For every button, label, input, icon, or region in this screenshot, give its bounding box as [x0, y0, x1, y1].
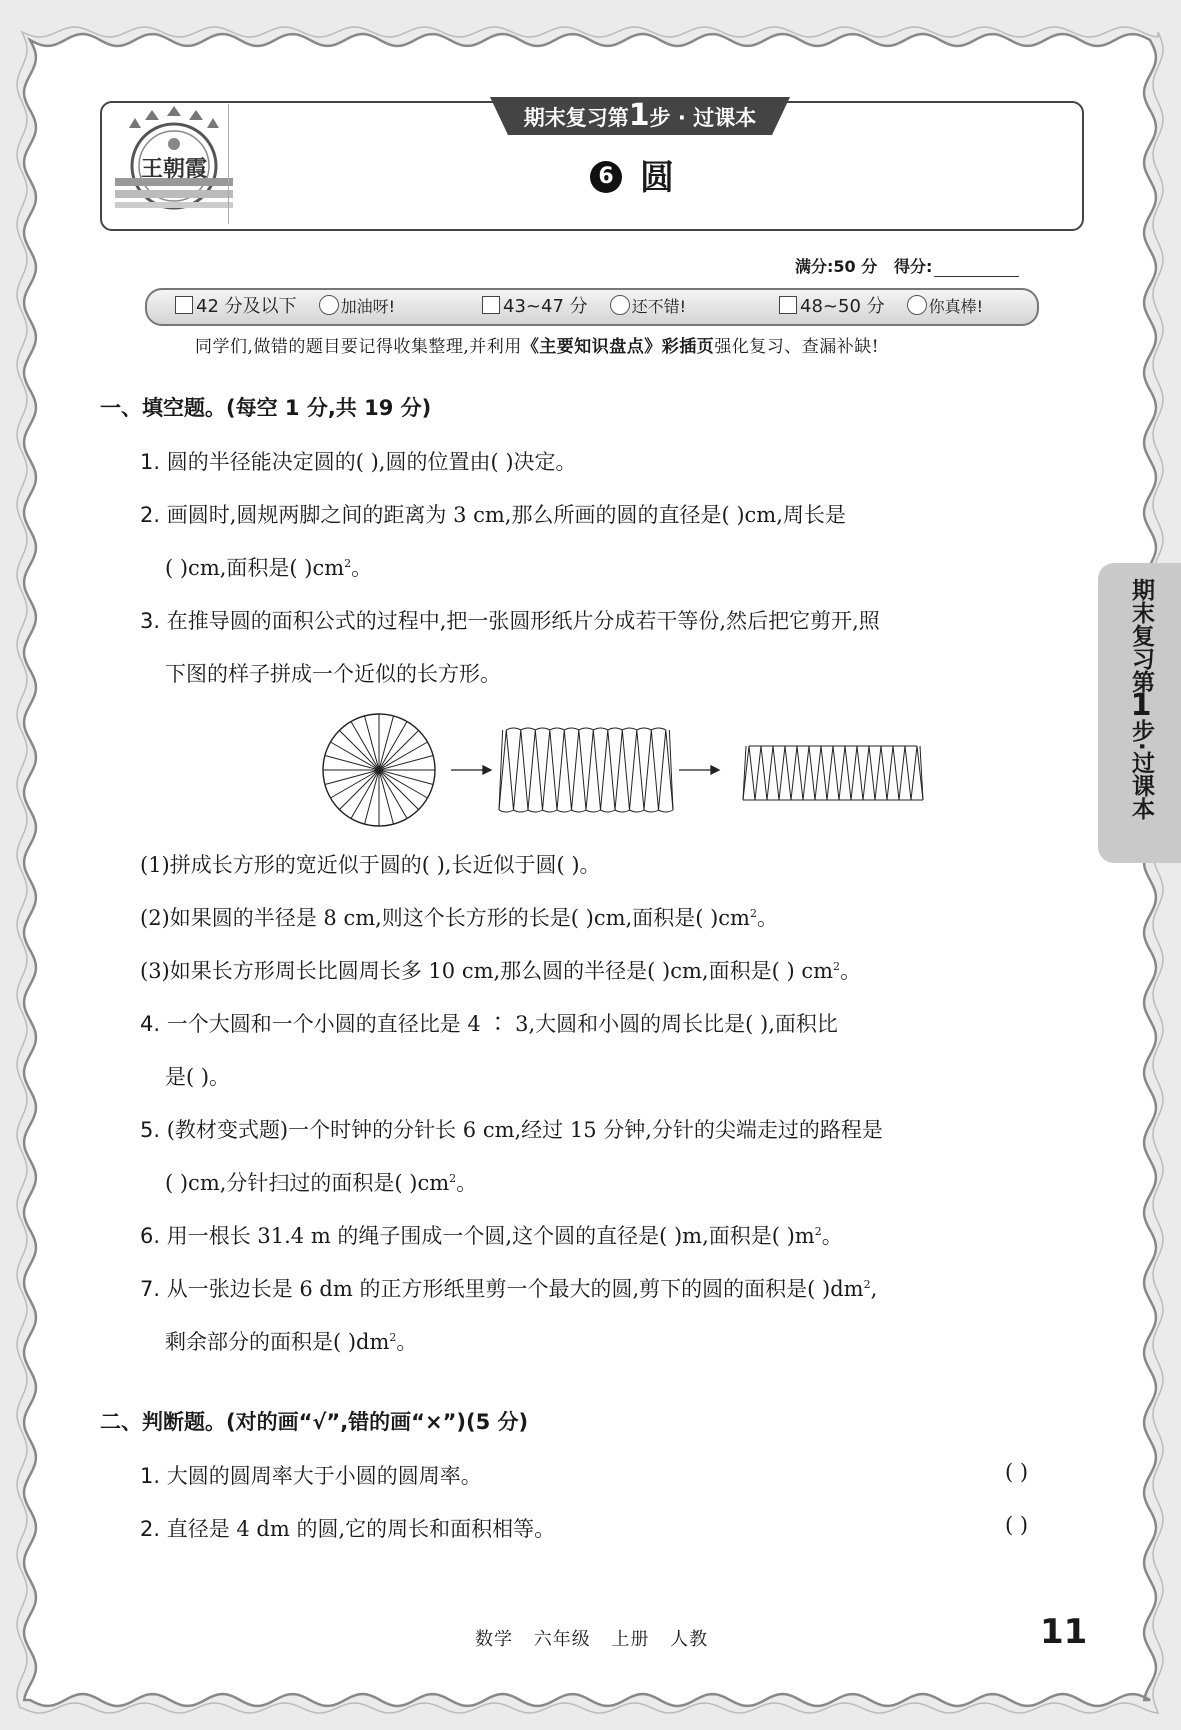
question-1-1: 1. 圆的半径能决定圆的( ),圆的位置由( )决定。 [140, 450, 577, 474]
section2-title: 二、判断题。(对的画“√”,错的画“×”)(5 分) [100, 1410, 529, 1434]
answer-paren-2-2[interactable]: ( ) [1005, 1513, 1029, 1537]
question-1-7-line1: 7. 从一张边长是 6 dm 的正方形纸里剪一个最大的圆,剪下的圆的面积是( )$dm^2$, [140, 1277, 878, 1301]
question-1-4-line2: 是( )。 [165, 1065, 231, 1089]
level-low-range: 42 分及以下 [196, 296, 297, 317]
smiley-face-icon [907, 295, 927, 315]
full-score: 满分:50 分 [795, 257, 878, 276]
question-1-2-line1: 2. 画圆时,圆规两脚之间的距离为 3 cm,那么所画的圆的直径是( )cm,周长是 [140, 503, 846, 527]
page-number: 11 [1040, 1612, 1088, 1652]
bottom-edge [499, 810, 673, 812]
level-high-range: 48~50 分 [800, 296, 885, 317]
notice-after: 强化复习、查漏补缺! [714, 337, 880, 357]
smiley-face-icon [319, 295, 339, 315]
side-tab-step: 1 [1130, 688, 1152, 723]
score-blank-field[interactable] [934, 260, 1019, 277]
circle-radius-line [379, 716, 394, 770]
section1-title: 一、填空题。(每空 1 分,共 19 分) [100, 396, 432, 420]
circle-radius-line [365, 770, 380, 824]
logo-divider [228, 104, 229, 224]
footer-book-info: 数学 六年级 上册 人教 [475, 1629, 709, 1650]
question-text: 用一根长 31.4 m 的绳子围成一个圆,这个圆的直径是( )m,面积是( )m [166, 1224, 815, 1248]
question-1-4-line1: 4. 一个大圆和一个小圆的直径比是 4 ∶ 3,大圆和小圆的周长比是( ),面积比 [140, 1012, 838, 1036]
arrow-icon [451, 766, 719, 774]
level-low-checkbox[interactable] [175, 296, 193, 314]
circle-to-rectangle-figure [315, 708, 925, 828]
circle-radius-line [325, 756, 379, 771]
circle-radius-line [325, 770, 379, 785]
question-1-5-line2: ( )cm,分针扫过的面积是( )$cm^2$。 [165, 1171, 478, 1195]
question-text: (3)如果长方形周长比圆周长多 10 cm,那么圆的半径是( )cm,面积是( ) cm [140, 959, 833, 983]
divided-circle [323, 714, 435, 826]
question-text: ( )cm,分针扫过的面积是( )cm [165, 1171, 450, 1195]
question-1-3-sub3: (3)如果长方形周长比圆周长多 10 cm,那么圆的半径是( )cm,面积是( ) $cm^2$。 [140, 959, 861, 983]
logo-brand: 王朝霞 [140, 156, 207, 182]
question-1-3-line1: 3. 在推导圆的面积公式的过程中,把一张圆形纸片分成若干等份,然后把它剪开,照 [140, 609, 880, 633]
level-mid-message: 还不错! [631, 297, 687, 316]
level-high [779, 290, 983, 324]
question-1-3-line2 [165, 658, 501, 688]
question-text: 从一张边长是 6 dm 的正方形纸里剪一个最大的圆,剪下的圆的面积是( )dm [166, 1277, 864, 1301]
question-text: 大圆的圆周率大于小圆的圆周率。 [166, 1464, 482, 1488]
question-text: (教材变式题)一个时钟的分针长 6 cm,经过 15 分钟,分针的尖端走过的路程是 [166, 1118, 883, 1142]
side-edges [499, 730, 673, 810]
question-text: 直径是 4 dm 的圆,它的周长和面积相等。 [166, 1517, 556, 1541]
question-1-6: 6. 用一根长 31.4 m 的绳子围成一个圆,这个圆的直径是( )m,面积是( )$m^2$。 [140, 1224, 843, 1248]
score-level-bar [145, 288, 1039, 326]
side-tab-text [1108, 578, 1154, 820]
level-high-checkbox[interactable] [779, 296, 797, 314]
answer-paren-2-1[interactable]: ( ) [1005, 1460, 1029, 1484]
question-1-3-sub1: (1)拼成长方形的宽近似于圆的( ),长近似于圆( )。 [140, 853, 601, 877]
circle-radius-line [379, 770, 394, 824]
level-mid [482, 290, 686, 324]
level-low [175, 290, 395, 324]
notice-bold: 《主要知识盘点》彩插页 [521, 337, 715, 357]
chapter-title-text: 圆 [640, 158, 674, 198]
side-tab-prefix: 期末复习第 [1128, 578, 1154, 693]
side-tab-suffix: 步·过课本 [1128, 719, 1154, 820]
question-text: ( )cm,面积是( )cm [165, 556, 345, 580]
header-ribbon-text [490, 97, 790, 135]
smiley-face-icon [610, 295, 630, 315]
ribbon-prefix: 期末复习第 [523, 106, 629, 130]
question-text: 画圆时,圆规两脚之间的距离为 3 cm,那么所画的圆的直径是( )cm,周长是 [166, 503, 846, 527]
notice-before: 同学们,做错的题目要记得收集整理,并利用 [195, 337, 522, 357]
approx-rectangle [743, 746, 923, 800]
top-edge [506, 728, 666, 730]
rough-rectangle [499, 728, 673, 812]
question-1-5-line1: 5. (教材变式题)一个时钟的分针长 6 cm,经过 15 分钟,分针的尖端走过的路程是 [140, 1118, 883, 1142]
question-text: 圆的半径能决定圆的( ),圆的位置由( )决定。 [166, 450, 577, 474]
circle-radius-line [379, 770, 433, 785]
level-low-message: 加油呀! [340, 297, 396, 316]
notice-text [195, 332, 879, 357]
circle-radius-line [379, 756, 433, 771]
question-2-1: 1. 大圆的圆周率大于小圆的圆周率。 [140, 1464, 482, 1488]
level-mid-checkbox[interactable] [482, 296, 500, 314]
sector-zigzag [499, 730, 673, 810]
level-high-message: 你真棒! [928, 297, 984, 316]
question-text: (2)如果圆的半径是 8 cm,则这个长方形的长是( )cm,面积是( )cm [140, 906, 750, 930]
chapter-number-badge: 6 [590, 161, 622, 193]
ribbon-suffix: 步 · 过课本 [649, 106, 757, 130]
chapter-title [590, 155, 674, 201]
question-2-2: 2. 直径是 4 dm 的圆,它的周长和面积相等。 [140, 1517, 556, 1541]
sector-zigzag [743, 746, 923, 800]
question-1-7-line2: 剩余部分的面积是( )$dm^2$。 [165, 1330, 418, 1354]
question-text: 剩余部分的面积是( )dm [165, 1330, 390, 1354]
question-text: 一个大圆和一个小圆的直径比是 4 ∶ 3,大圆和小圆的周长比是( ),面积比 [166, 1012, 838, 1036]
ribbon-step: 1 [628, 98, 650, 133]
question-text: 在推导圆的面积公式的过程中,把一张圆形纸片分成若干等份,然后把它剪开,照 [166, 609, 880, 633]
question-1-2-line2: ( )cm,面积是( )$cm^2$。 [165, 556, 373, 580]
question-1-3-sub2: (2)如果圆的半径是 8 cm,则这个长方形的长是( )cm,面积是( )$cm^2$。 [140, 906, 778, 930]
circle-radius-line [365, 716, 380, 770]
score-line [795, 254, 1019, 277]
question-text: 下图的样子拼成一个近似的长方形。 [165, 662, 501, 686]
level-mid-range: 43~47 分 [503, 296, 588, 317]
got-score-label: 得分: [893, 257, 933, 276]
